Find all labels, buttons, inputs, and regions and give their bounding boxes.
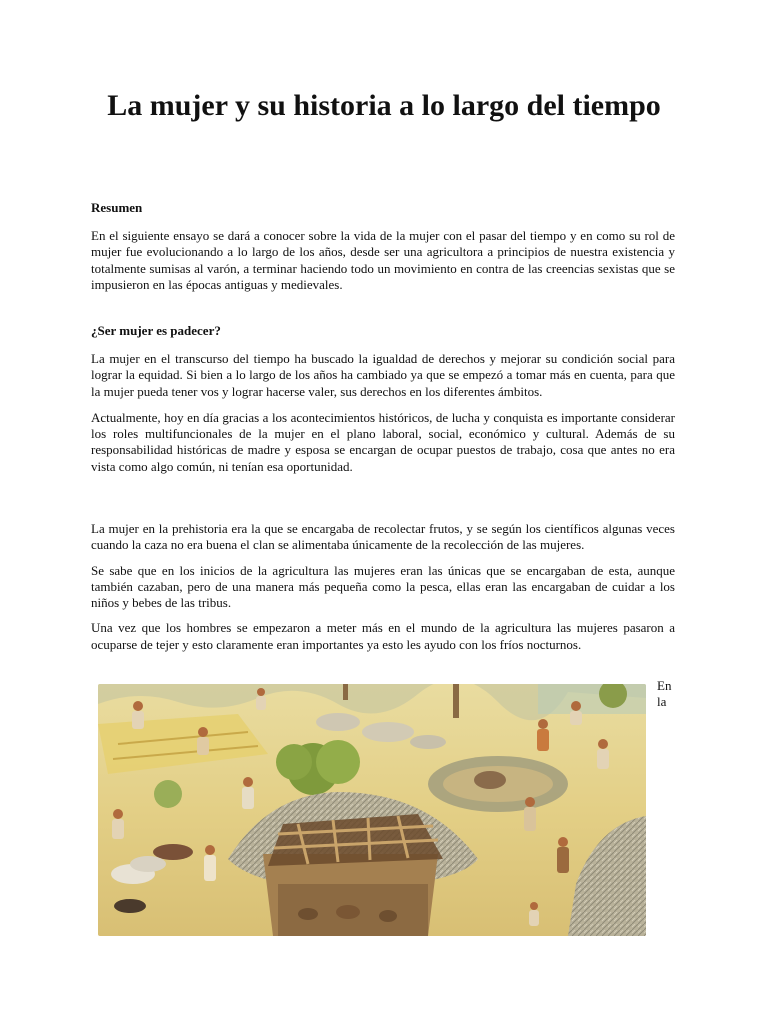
paragraph: La mujer en el transcurso del tiempo ha buscado la igualdad de derechos y mejorar su condición social para lograr la equidad. Si bien a lo largo de los años ha cambiado ya que se empezó a tomar más en cuenta, para que la mujer pueda tener vos y lograr hacerse valer, sus derechos en los diferentes ámbitos.	[91, 351, 675, 399]
paragraph: La mujer en la prehistoria era la que se encargaba de recolectar frutos, y se según los científicos algunas veces cuando la caza no era buena el clan se alimentaba únicamente de la recolección de las mujeres.	[91, 521, 675, 553]
section-prehistoria	[91, 521, 675, 653]
resumen-heading: Resumen	[91, 200, 143, 215]
side-text	[657, 678, 681, 711]
paragraph: Una vez que los hombres se empezaron a meter más en el mundo de la agricultura las mujeres pasaron a ocuparse de tejer y esto claramente eran importantes ya esto les ayudo con los fríos nocturnos.	[91, 620, 675, 652]
paragraph: Actualmente, hoy en día gracias a los acontecimientos históricos, de lucha y conquista es importante considerar los roles multifuncionales de la mujer en el plano laboral, social, económico y cultural. Además de su responsabilidad históricas de madre y esposa se encargan de ocupar puestos de trabajo, cosa que antes no era vista como algo común, ni tenían esa oportunidad.	[91, 409, 675, 474]
resumen-section	[91, 200, 675, 293]
document-title: La mujer y su historia a lo largo del tiempo	[107, 89, 661, 122]
side-text-line: la	[657, 694, 667, 710]
resumen-paragraph: En el siguiente ensayo se dará a conocer sobre la vida de la mujer con el pasar del tiempo y en como su rol de mujer fue evolucionando a lo largo de los años, desde ser una agricultora a principios de nuestra existencia y totalmente sumisas al varón, a terminar haciendo todo un movimiento en contra de las creencias sexistas que se impusieron en las épocas antiguas y medievales.	[91, 228, 675, 292]
paragraph: Se sabe que en los inicios de la agricultura las mujeres eran las únicas que se encargaban de esta, aunque también cazaban, pero de una manera más pequeña como la pesca, ellas eran las encargaban de cuidar a los niños y bebes de las tribus.	[91, 562, 675, 611]
section-ser-mujer-heading: ¿Ser mujer es padecer?	[91, 323, 221, 338]
prehistoric-village-illustration	[98, 684, 646, 936]
section-ser-mujer	[91, 323, 675, 475]
side-text-line: En	[657, 678, 672, 693]
